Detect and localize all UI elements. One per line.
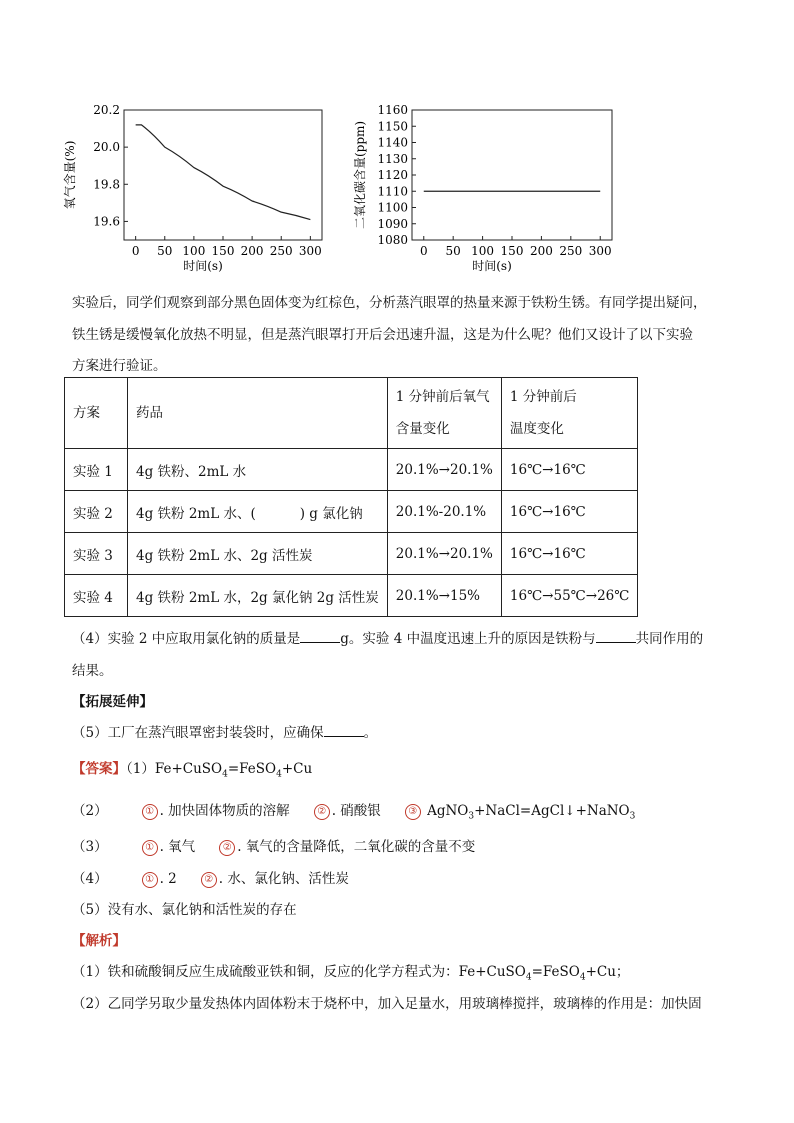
y-axis-label: 氧气含量(%) (63, 140, 77, 210)
table-cell: 20.1%→20.1% (387, 533, 501, 575)
x-tick-label: 250 (559, 244, 583, 258)
y-tick-label: 1130 (377, 151, 408, 166)
analysis-1: （1）铁和硫酸铜反应生成硫酸亚铁和铜，反应的化学方程式为：Fe+CuSO$_4$=FeSO$_4$+Cu； (72, 964, 630, 983)
table-cell: 20.1%-20.1% (387, 491, 501, 533)
oxygen-chart (60, 100, 330, 280)
para-line-3: 方案进行验证。 (72, 358, 167, 374)
answer-2: （2） ① . 加快固体物质的溶解 ② . 硝酸银 ③ AgNO$_3$+NaCl=AgCl↓+NaNO$_3$ (72, 803, 636, 822)
analysis-2: （2）乙同学另取少量发热体内固体粉末于烧杯中，加入足量水，用玻璃棒搅拌，玻璃棒的作用是：加快固 (72, 996, 702, 1012)
y-tick-label: 1150 (377, 119, 408, 134)
series-line (136, 125, 311, 220)
section-extension-title: 【拓展延伸】 (72, 694, 153, 710)
x-tick-label: 50 (445, 244, 461, 258)
y-tick-label: 19.6 (93, 214, 120, 229)
table-cell: 实验 3 (65, 533, 128, 575)
answer-1: 【答案】（1）Fe+CuSO$_4$=FeSO$_4$+Cu (72, 761, 313, 780)
x-tick-label: 0 (419, 244, 428, 258)
plot-frame (412, 110, 612, 240)
table-cell: 4g 铁粉、2mL 水 (128, 449, 388, 491)
y-tick-label: 1120 (377, 168, 408, 182)
x-tick-label: 200 (529, 244, 553, 258)
table-row (65, 533, 638, 575)
para-line-2: 铁生锈是缓慢氧化放热不明显，但是蒸汽眼罩打开后会迅速升温，这是为什么呢？他们又设计了以下实验 (72, 327, 693, 343)
table-row (65, 575, 638, 617)
y-tick-label: 20.2 (93, 103, 120, 117)
x-tick-label: 200 (240, 244, 264, 258)
table-cell: 16℃→16℃ (501, 491, 637, 533)
x-tick-label: 150 (500, 244, 524, 258)
para-line-1: 实验后，同学们观察到部分黑色固体变为红棕色，分析蒸汽眼罩的热量来源于铁粉生锈。有同学提出疑问， (72, 295, 707, 311)
header-cell: 方案 (65, 378, 128, 449)
x-axis-label: 时间(s) (472, 259, 512, 273)
table-cell: 实验 1 (65, 449, 128, 491)
answer-4: （4） ① . 2 ② . 水、氯化钠、活性炭 (72, 871, 349, 887)
y-axis-label: 二氧化碳含量(ppm) (353, 120, 367, 230)
header-cell: 药品 (128, 378, 388, 449)
x-axis-label: 时间(s) (183, 259, 223, 273)
y-tick-label: 1090 (377, 216, 408, 231)
question-4: （4）实验 2 中应取用氯化钠的质量是 g。实验 4 中温度迅速上升的原因是铁粉与 共同作用的 (72, 631, 704, 647)
x-tick-label: 100 (471, 244, 495, 258)
x-tick-label: 250 (269, 244, 293, 258)
x-tick-label: 0 (131, 244, 140, 258)
y-tick-label: 20.0 (93, 140, 120, 155)
table-cell: 20.1%→20.1% (387, 449, 501, 491)
answer-3: （3） ① . 氧气 ② . 氧气的含量降低，二氧化碳的含量不变 (72, 839, 476, 855)
table-cell: 4g 铁粉 2mL 水，2g 氯化钠 2g 活性炭 (128, 575, 388, 617)
experiment-table (64, 377, 638, 617)
y-tick-label: 1110 (377, 184, 408, 199)
y-tick-label: 1160 (377, 103, 408, 117)
x-tick-label: 150 (211, 244, 235, 258)
question-5: （5）工厂在蒸汽眼罩密封装袋时，应确保 。 (72, 725, 378, 741)
table-cell: 4g 铁粉 2mL 水、( ) g 氯化钠 (128, 491, 388, 533)
table-row (65, 491, 638, 533)
question-4-cont: 结果。 (72, 663, 113, 679)
table-cell: 实验 2 (65, 491, 128, 533)
x-tick-label: 100 (182, 244, 206, 258)
x-tick-label: 300 (298, 244, 322, 258)
y-tick-label: 1100 (377, 200, 408, 215)
table-cell: 16℃→16℃ (501, 533, 637, 575)
x-tick-label: 300 (588, 244, 612, 258)
table-cell: 实验 4 (65, 575, 128, 617)
table-cell: 20.1%→15% (387, 575, 501, 617)
table-header-row (65, 378, 638, 449)
table-cell: 16℃→16℃ (501, 449, 637, 491)
y-tick-label: 1140 (377, 135, 408, 150)
answer-5: （5）没有水、氯化钠和活性炭的存在 (72, 902, 297, 918)
header-cell: 1 分钟前后 温度变化 (501, 378, 637, 449)
y-tick-label: 19.8 (93, 177, 120, 192)
table-cell: 16℃→55℃→26℃ (501, 575, 637, 617)
analysis-label: 【解析】 (72, 933, 126, 949)
table-row (65, 449, 638, 491)
co2-chart (350, 100, 620, 280)
header-cell: 1 分钟前后氧气 含量变化 (387, 378, 501, 449)
x-tick-label: 50 (157, 244, 173, 258)
table-cell: 4g 铁粉 2mL 水、2g 活性炭 (128, 533, 388, 575)
y-tick-label: 1080 (377, 233, 408, 247)
plot-frame (124, 110, 322, 240)
